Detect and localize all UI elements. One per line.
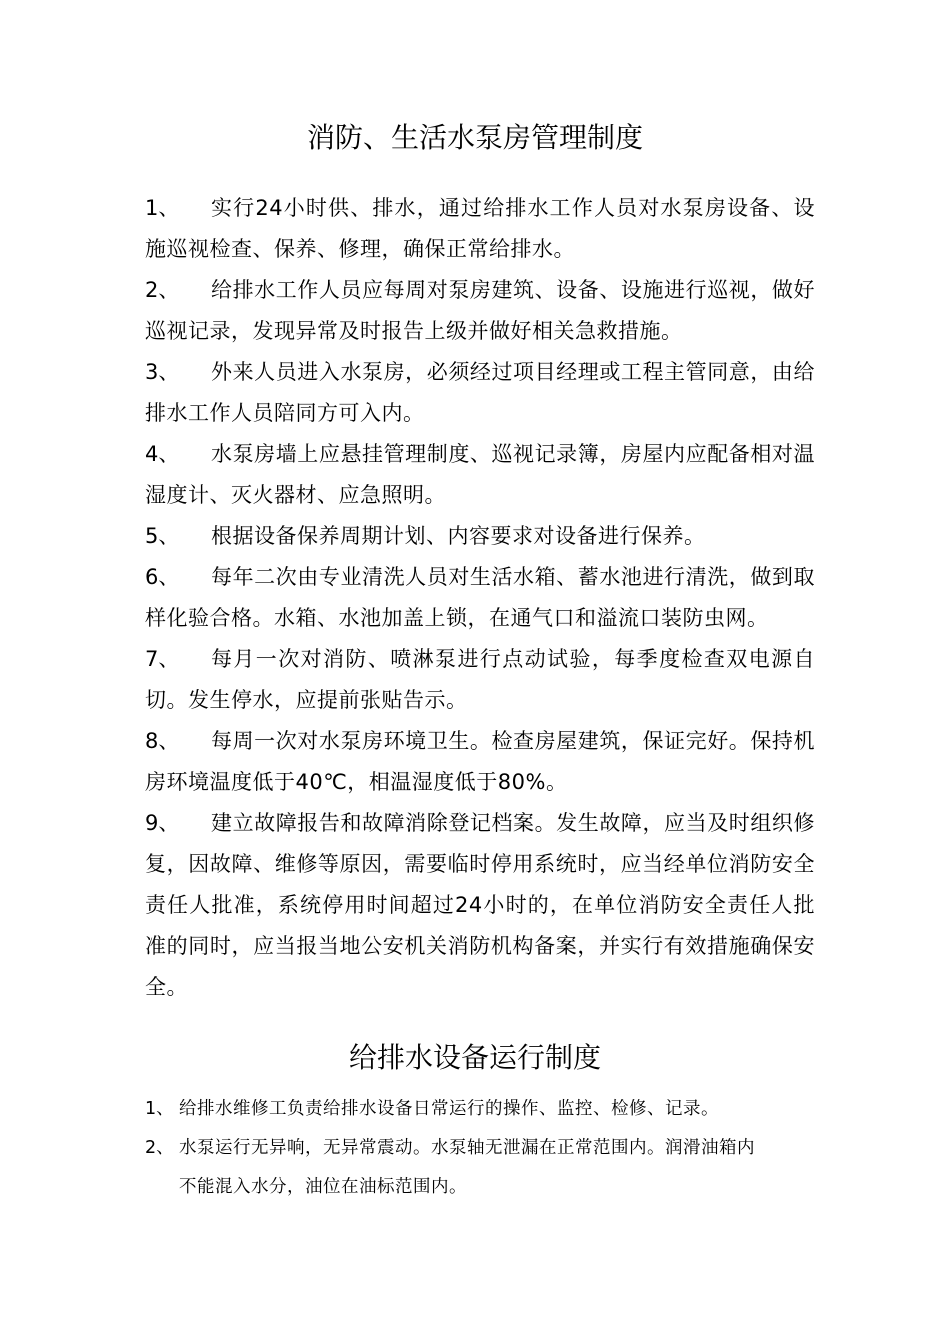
item-number: 7、	[145, 647, 180, 671]
item-text: 实行24小时供、排水，通过给排水工作人员对水泵房设备、设施巡视检查、保养、修理，确保正常给排水。	[145, 196, 815, 261]
item-number: 8、	[145, 729, 180, 753]
list-item	[145, 516, 815, 557]
list-item	[145, 434, 815, 516]
operation-rules-list	[145, 1090, 815, 1207]
list-item	[145, 352, 815, 434]
list-item	[145, 1129, 815, 1207]
item-text: 每月一次对消防、喷淋泵进行点动试验，每季度检查双电源自切。发生停水，应提前张贴告示。	[145, 647, 815, 712]
item-text: 建立故障报告和故障消除登记档案。发生故障，应当及时组织修复，因故障、维修等原因，需要临时停用系统时，应当经单位消防安全责任人批准，系统停用时间超过24小时的，在单位消防安全责任人批准的同时，应当报当地公安机关消防机构备案，并实行有效措施确保安全。	[145, 811, 815, 999]
list-item	[145, 1090, 815, 1129]
list-item	[145, 639, 815, 721]
item-text: 外来人员进入水泵房，必须经过项目经理或工程主管同意，由给排水工作人员陪同方可入内。	[145, 360, 815, 425]
section-title: 给排水设备运行制度	[348, 1041, 601, 1074]
item-number: 9、	[145, 811, 180, 835]
item-text	[145, 1129, 815, 1207]
item-number: 2、	[145, 278, 180, 302]
item-number: 3、	[145, 360, 180, 384]
document-title: 消防、生活水泵房管理制度	[306, 121, 643, 154]
item-text-continuation: 不能混入水分，油位在油标范围内。	[179, 1177, 467, 1197]
item-text: 水泵房墙上应悬挂管理制度、巡视记录簿，房屋内应配备相对温湿度计、灭火器材、应急照明。	[145, 442, 815, 507]
item-number: 1、	[145, 196, 180, 220]
item-text: 给排水工作人员应每周对泵房建筑、设备、设施进行巡视，做好巡视记录，发现异常及时报告上级并做好相关急救措施。	[145, 278, 815, 343]
item-number: 4、	[145, 442, 180, 466]
list-item	[145, 270, 815, 352]
item-number: 5、	[145, 524, 180, 548]
list-item	[145, 557, 815, 639]
item-text: 根据设备保养周期计划、内容要求对设备进行保养。	[211, 524, 706, 548]
item-text: 每周一次对水泵房环境卫生。检查房屋建筑，保证完好。保持机房环境温度低于40℃，相温湿度低于80%。	[145, 729, 815, 794]
item-number: 2、	[145, 1138, 174, 1158]
list-item	[145, 721, 815, 803]
item-number: 6、	[145, 565, 180, 589]
item-text: 给排水维修工负责给排水设备日常运行的操作、监控、检修、记录。	[179, 1099, 719, 1119]
item-text-line: 水泵运行无异响，无异常震动。水泵轴无泄漏在正常范围内。润滑油箱内	[179, 1138, 755, 1158]
item-text: 每年二次由专业清洗人员对生活水箱、蓄水池进行清洗，做到取样化验合格。水箱、水池加盖上锁，在通气口和溢流口装防虫网。	[145, 565, 815, 630]
list-item	[145, 188, 815, 270]
management-rules-list	[145, 188, 815, 1008]
item-number: 1、	[145, 1099, 174, 1119]
list-item	[145, 803, 815, 1008]
